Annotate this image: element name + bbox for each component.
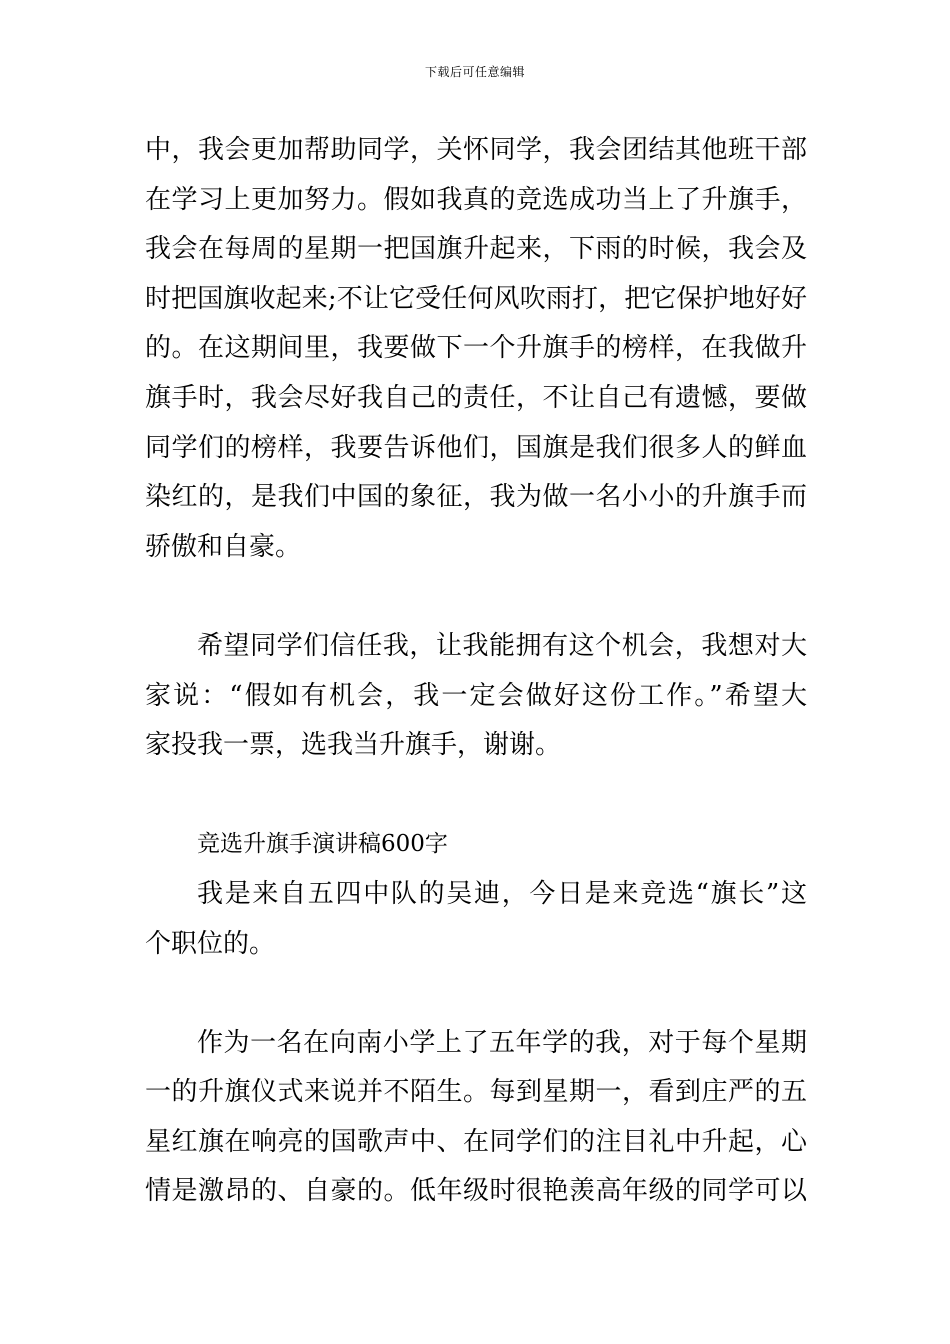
paragraph	[145, 126, 807, 572]
paragraph-spacer	[145, 771, 807, 821]
text-line: 作为一名在向南小学上了五年学的我，对于每个星期	[197, 1027, 807, 1058]
text-line: 情是激昂的、自豪的。低年级时很艳羡高年级的同学可以	[145, 1176, 807, 1207]
text-line: 时把国旗收起来;不让它受任何风吹雨打，把它保护地好好	[145, 283, 807, 314]
text-line: 同学们的榜样，我要告诉他们，国旗是我们很多人的鲜血	[145, 432, 807, 463]
text-line: 星红旗在响亮的国歌声中、在同学们的注目礼中升起，心	[145, 1126, 807, 1157]
text-line: 一的升旗仪式来说并不陌生。每到星期一，看到庄严的五	[145, 1077, 807, 1108]
text-line: 家说：“假如有机会，我一定会做好这份工作。”希望大	[145, 680, 807, 711]
text-line: 家投我一票，选我当升旗手，谢谢。	[145, 730, 562, 761]
text-line: 我会在每周的星期一把国旗升起来，下雨的时候，我会及	[145, 234, 807, 265]
paragraph	[145, 1019, 807, 1217]
section	[145, 820, 807, 969]
text-line: 我是来自五四中队的吴迪，今日是来竞选“旗长”这	[197, 878, 807, 909]
text-line: 的。在这期间里，我要做下一个升旗手的榜样，在我做升	[145, 333, 807, 364]
page-header: 下载后可任意编辑	[424, 65, 525, 79]
text-line: 旗手时，我会尽好我自己的责任，不让自己有遗憾，要做	[145, 382, 807, 413]
text-line: 染红的，是我们中国的象征，我为做一名小小的升旗手而	[145, 482, 807, 513]
text-line: 希望同学们信任我，让我能拥有这个机会，我想对大	[197, 630, 807, 661]
paragraph-spacer	[145, 572, 807, 622]
text-line: 个职位的。	[145, 928, 276, 959]
paragraph	[145, 622, 807, 771]
text-line: 在学习上更加努力。假如我真的竞选成功当上了升旗手，	[145, 184, 807, 215]
paragraph-spacer	[145, 969, 807, 1019]
document-body	[145, 126, 807, 1217]
text-line: 中，我会更加帮助同学，关怀同学，我会团结其他班干部	[145, 135, 807, 165]
text-line: 骄傲和自豪。	[145, 531, 302, 562]
section-heading: 竞选升旗手演讲稿600字	[197, 831, 448, 858]
